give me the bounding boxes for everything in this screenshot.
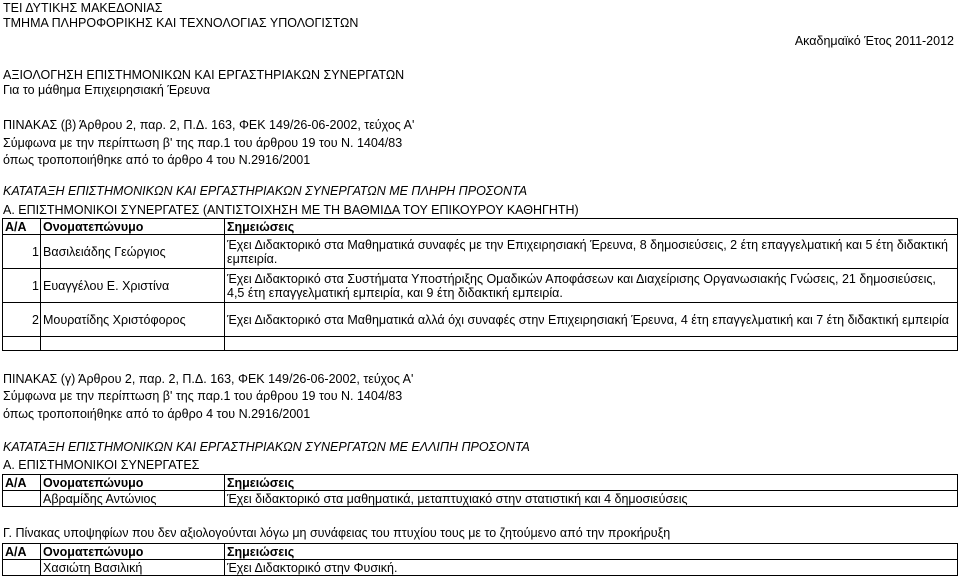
table-row	[3, 491, 958, 507]
column-header-aa: Α/Α	[3, 475, 41, 491]
evaluation-title: ΑΞΙΟΛΟΓΗΣΗ ΕΠΙΣΤΗΜΟΝΙΚΩΝ ΚΑΙ ΕΡΓΑΣΤΗΡΙΑΚΩΝ ΣΥΝΕΡΓΑΤΩΝ	[3, 68, 405, 82]
course-line: Για το μάθημα Επιχειρησιακή Έρευνα	[3, 83, 211, 97]
column-header-name: Ονοματεπώνυμο	[41, 544, 225, 560]
table-g	[2, 543, 958, 576]
table-b	[2, 218, 958, 351]
column-header-name: Ονοματεπώνυμο	[41, 219, 225, 235]
table-b-ref-line-3: όπως τροποποιήθηκε από το άρθρο 4 του Ν.2916/2001	[3, 153, 311, 167]
academic-year: Ακαδημαϊκό Έτος 2011-2012	[794, 34, 954, 48]
table-row	[3, 235, 958, 269]
row-aa	[3, 491, 41, 507]
row-aa: 2	[3, 303, 41, 337]
column-header-aa: Α/Α	[3, 544, 41, 560]
column-header-notes: Σημειώσεις	[225, 544, 958, 560]
row-name: Χασιώτη Βασιλική	[41, 560, 225, 576]
table-row	[3, 269, 958, 303]
row-aa: 1	[3, 235, 41, 269]
row-name: Βασιλειάδης Γεώργιος	[41, 235, 225, 269]
table-row-empty	[3, 337, 958, 351]
table-c-ref-line-3: όπως τροποποιήθηκε από το άρθρο 4 του Ν.2916/2001	[3, 407, 311, 421]
row-name: Ευαγγέλου Ε. Χριστίνα	[41, 269, 225, 303]
table-header-row	[3, 544, 958, 560]
table-g-title: Γ. Πίνακας υποψηφίων που δεν αξιολογούνται λόγω μη συνάφειας του πτυχίου τους με το ζητούμενο από την προκήρυξη	[3, 526, 671, 540]
row-notes: Έχει Διδακτορικό στα Συστήματα Υποστήριξης Ομαδικών Αποφάσεων και Διαχείρισης Οργανωσιακής Γνώσεις, 21 δημοσιεύσεις, 4,5 έτη επαγγελματική εμπειρία, και 9 έτη διδακτική εμπειρία.	[225, 269, 958, 303]
row-notes: Έχει Διδακτορικό στα Μαθηματικά συναφές με την Επιχειρησιακή Έρευνα, 8 δημοσιεύσεις, 2 έτη επαγγελματική και 5 έτη διδακτική εμπειρία.	[225, 235, 958, 269]
table-c-ranking-title: ΚΑΤΑΤΑΞΗ ΕΠΙΣΤΗΜΟΝΙΚΩΝ ΚΑΙ ΕΡΓΑΣΤΗΡΙΑΚΩΝ ΣΥΝΕΡΓΑΤΩΝ ΜΕ ΕΛΛΙΠΗ ΠΡΟΣΟΝΤΑ	[3, 440, 530, 454]
row-notes: Έχει Διδακτορικό στα Μαθηματικά αλλά όχι συναφές στην Επιχειρησιακή Έρευνα, 4 έτη επαγγελματική και 7 έτη διδακτική εμπειρία	[225, 303, 958, 337]
row-notes: Έχει διδακτορικό στα μαθηματικά, μεταπτυχιακό στην στατιστική και 4 δημοσιεύσεις	[225, 491, 958, 507]
column-header-aa: Α/Α	[3, 219, 41, 235]
row-notes: Έχει Διδακτορικό στην Φυσική.	[225, 560, 958, 576]
table-b-ref-line-1: ΠΙΝΑΚΑΣ (β) Άρθρου 2, παρ. 2, Π.Δ. 163, ΦΕΚ 149/26-06-2002, τεύχος Α'	[3, 118, 415, 132]
row-name: Μουρατίδης Χριστόφορος	[41, 303, 225, 337]
column-header-notes: Σημειώσεις	[225, 475, 958, 491]
table-b-ranking-title: ΚΑΤΑΤΑΞΗ ΕΠΙΣΤΗΜΟΝΙΚΩΝ ΚΑΙ ΕΡΓΑΣΤΗΡΙΑΚΩΝ ΣΥΝΕΡΓΑΤΩΝ ΜΕ ΠΛΗΡΗ ΠΡΟΣΟΝΤΑ	[3, 184, 528, 198]
institution-name: ΤΕΙ ΔΥΤΙΚΗΣ ΜΑΚΕΔΟΝΙΑΣ	[3, 1, 163, 15]
table-b-ref-line-2: Σύμφωνα με την περίπτωση β' της παρ.1 του άρθρου 19 του Ν. 1404/83	[3, 136, 403, 150]
row-aa	[3, 560, 41, 576]
column-header-name: Ονοματεπώνυμο	[41, 475, 225, 491]
table-header-row	[3, 219, 958, 235]
table-row	[3, 303, 958, 337]
table-row	[3, 560, 958, 576]
table-b-section-title: Α. ΕΠΙΣΤΗΜΟΝΙΚΟΙ ΣΥΝΕΡΓΑΤΕΣ (ΑΝΤΙΣΤΟΙΧΗΣΗ ΜΕ ΤΗ ΒΑΘΜΙΔΑ ΤΟΥ ΕΠΙΚΟΥΡΟΥ ΚΑΘΗΓΗΤΗ)	[3, 203, 579, 217]
row-aa: 1	[3, 269, 41, 303]
table-c	[2, 474, 958, 507]
table-c-ref-line-2: Σύμφωνα με την περίπτωση β' της παρ.1 του άρθρου 19 του Ν. 1404/83	[3, 389, 403, 403]
table-c-section-title: Α. ΕΠΙΣΤΗΜΟΝΙΚΟΙ ΣΥΝΕΡΓΑΤΕΣ	[3, 458, 200, 472]
row-name: Αβραμίδης Αντώνιος	[41, 491, 225, 507]
table-c-ref-line-1: ΠΙΝΑΚΑΣ (γ) Άρθρου 2, παρ. 2, Π.Δ. 163, ΦΕΚ 149/26-06-2002, τεύχος Α'	[3, 372, 414, 386]
department-name: ΤΜΗΜΑ ΠΛΗΡΟΦΟΡΙΚΗΣ ΚΑΙ ΤΕΧΝΟΛΟΓΙΑΣ ΥΠΟΛΟΓΙΣΤΩΝ	[3, 16, 359, 30]
column-header-notes: Σημειώσεις	[225, 219, 958, 235]
table-header-row	[3, 475, 958, 491]
